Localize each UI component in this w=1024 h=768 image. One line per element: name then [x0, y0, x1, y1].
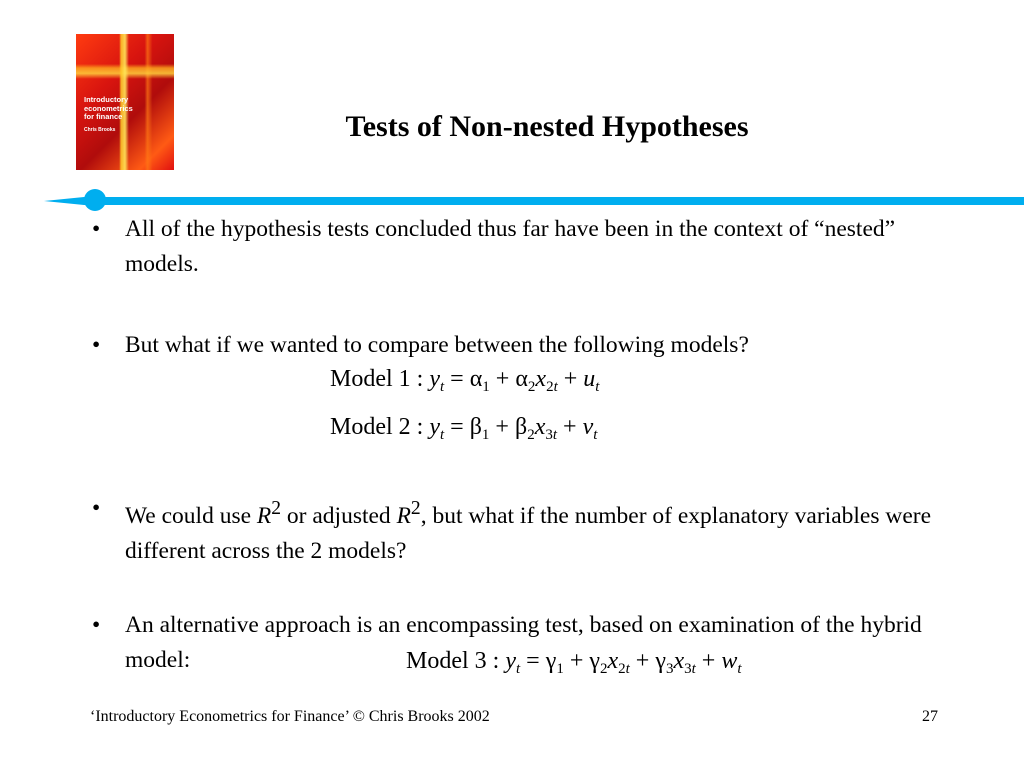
book-cover-author: Chris Brooks	[84, 126, 116, 133]
bullet-marker: •	[92, 612, 101, 638]
bullet-marker: •	[92, 332, 101, 358]
bullet-text: We could use $R^2$ or adjusted $R^2$, but what if the number of explanatory variables were different across the 2 models?	[125, 498, 932, 564]
book-cover-title: Introductory econometrics for finance	[84, 95, 133, 121]
slide-title: Tests of Non-nested Hypotheses	[345, 110, 749, 143]
equation-model-1: Model 1 : $y_t = \alpha_1 + \alpha_2x_{2t} + u_t$	[330, 366, 600, 395]
equation-model-3: Model 3 : $y_t = \gamma_1 + \gamma_2x_{2t} + \gamma_3x_{3t} + w_t$	[406, 648, 742, 677]
bullet-marker: •	[92, 495, 101, 521]
equation-label: Model 1 :	[330, 366, 424, 392]
bullet-text: But what if we wanted to compare between the following models?	[125, 332, 749, 358]
equation-label: Model 3 :	[406, 648, 500, 674]
page-number: 27	[922, 708, 938, 725]
bullet-text: An alternative approach is an encompassing test, based on examination of the hybrid model:	[125, 612, 922, 673]
bullet-text: All of the hypothesis tests concluded thus far have been in the context of “nested” models.	[125, 216, 896, 277]
equation-model-2: Model 2 : $y_t = \beta_1 + \beta_2x_{3t} + v_t$	[330, 414, 598, 443]
bullet-marker: •	[92, 216, 101, 242]
footer-citation: ‘Introductory Econometrics for Finance’ © Chris Brooks 2002	[90, 708, 490, 725]
equation-label: Model 2 :	[330, 414, 424, 440]
